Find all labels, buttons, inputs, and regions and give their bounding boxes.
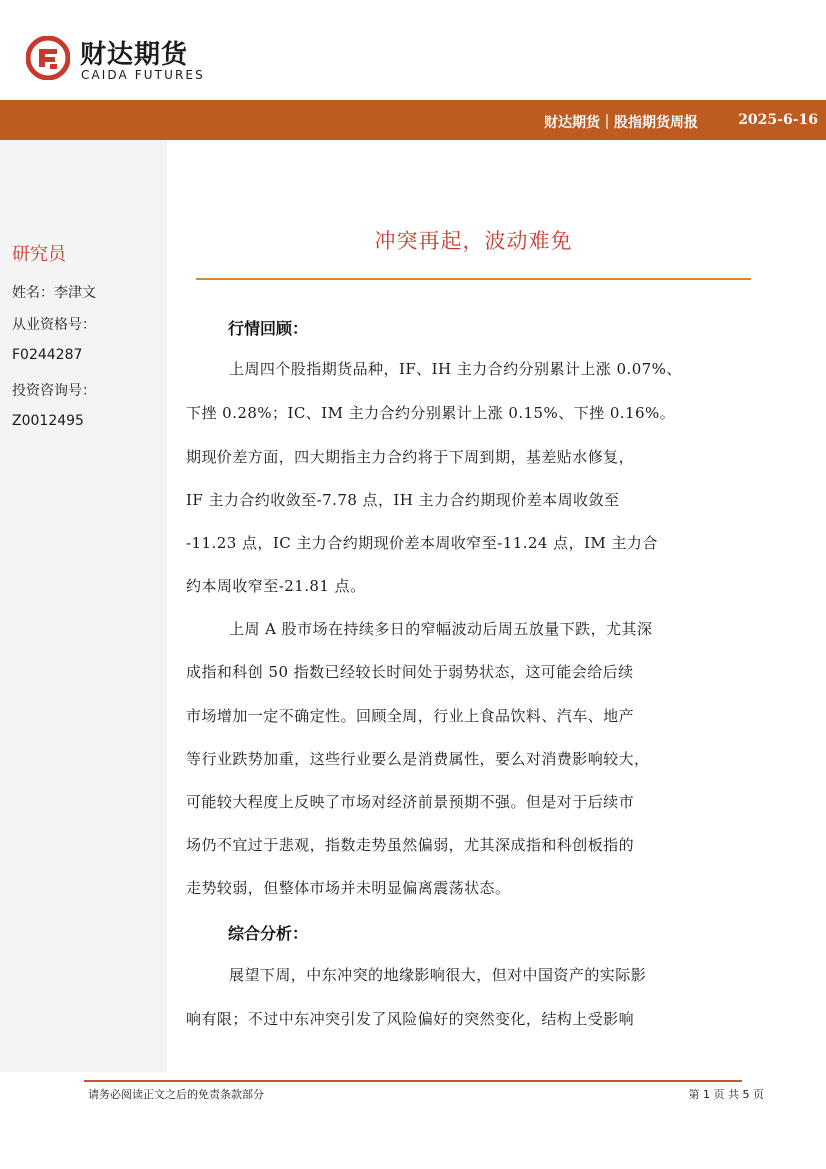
paragraph-line: 下挫 0.28%；IC、IM 主力合约分别累计上涨 0.15%、下挫 0.16%。 — [186, 404, 676, 422]
consult-label: 投资咨询号： — [12, 383, 96, 399]
caida-logo-icon — [26, 36, 70, 80]
logo-english-name: CAIDA FUTURES — [81, 68, 205, 82]
analyst-sidebar — [0, 140, 167, 1072]
page-number: 第 1 页 共 5 页 — [688, 1088, 764, 1101]
consult-number: Z0012495 — [12, 413, 84, 429]
paragraph-line: 可能较大程度上反映了市场对经济前景预期不强。但是对于后续市 — [186, 793, 635, 811]
paragraph-line: IF 主力合约收敛至-7.78 点，IH 主力合约期现价差本周收敛至 — [186, 491, 620, 509]
paragraph-line: 上周四个股指期货品种，IF、IH 主力合约分别累计上涨 0.07%、 — [229, 360, 682, 378]
analyst-name: 姓名：李津文 — [12, 285, 96, 301]
logo-chinese-name: 财达期货 — [80, 40, 189, 70]
footer-divider — [84, 1080, 742, 1082]
qualification-label: 从业资格号： — [12, 317, 96, 333]
paragraph-line: 走势较弱，但整体市场并未明显偏离震荡状态。 — [186, 879, 511, 897]
paragraph-line: 期现价差方面，四大期指主力合约将于下周到期，基差贴水修复， — [186, 448, 635, 466]
paragraph-line: 上周 A 股市场在持续多日的窄幅波动后周五放量下跌，尤其深 — [229, 620, 653, 638]
paragraph-line: 约本周收窄至-21.81 点。 — [186, 577, 366, 595]
paragraph-line: 展望下周，中东冲突的地缘影响很大，但对中国资产的实际影 — [229, 966, 647, 984]
qualification-number: F0244287 — [12, 347, 83, 363]
paragraph-line: 市场增加一定不确定性。回顾全周，行业上食品饮料、汽车、地产 — [186, 707, 635, 725]
paragraph-line: 成指和科创 50 指数已经较长时间处于弱势状态，这可能会给后续 — [186, 663, 634, 681]
sidebar-heading: 研究员 — [12, 244, 66, 265]
section-heading-analysis: 综合分析： — [228, 924, 309, 943]
paragraph-line: 响有限；不过中东冲突引发了风险偏好的突然变化，结构上受影响 — [186, 1010, 635, 1028]
title-divider — [196, 278, 751, 280]
paragraph-line: -11.23 点，IC 主力合约期现价差本周收窄至-11.24 点，IM 主力合 — [186, 534, 658, 552]
report-title: 冲突再起，波动难免 — [374, 229, 573, 253]
disclaimer-note: 请务必阅读正文之后的免责条款部分 — [88, 1088, 264, 1101]
report-date: 2025-6-16 — [738, 112, 818, 128]
paragraph-line: 场仍不宜过于悲观，指数走势虽然偏弱，尤其深成指和科创板指的 — [186, 836, 635, 854]
paragraph-line: 等行业跌势加重，这些行业要么是消费属性，要么对消费影响较大， — [186, 750, 650, 768]
header-banner — [0, 100, 826, 140]
company-logo — [20, 30, 220, 90]
section-heading-market-review: 行情回顾： — [228, 319, 309, 338]
report-series-title: 财达期货｜股指期货周报 — [544, 115, 698, 131]
